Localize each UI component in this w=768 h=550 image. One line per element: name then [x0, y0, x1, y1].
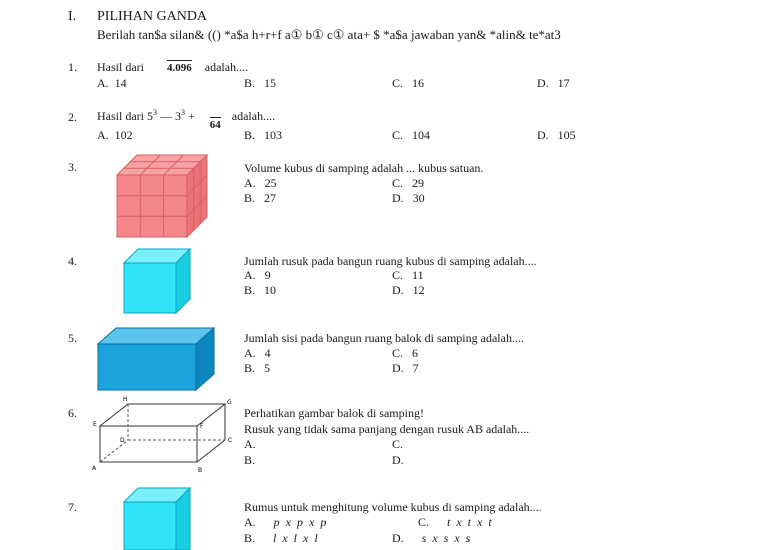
question-text: Jumlah rusuk pada bangun ruang kubus di samping adalah.... — [244, 254, 537, 268]
vertex-label-b: B — [198, 467, 203, 474]
question-text: Hasil dari $5^3$ — $3^3 + 64$ adalah.... — [97, 108, 276, 131]
question-number: 6. — [68, 406, 77, 420]
option-a[interactable]: A. — [244, 437, 256, 451]
option-a[interactable]: A. 14 — [97, 76, 127, 90]
question-number: 5. — [68, 331, 77, 345]
question-text: Rumus untuk menghitung volume kubus di samping adalah.... — [244, 500, 542, 514]
vertex-label-f: F — [200, 423, 204, 430]
option-a[interactable]: A. p x p x p — [244, 515, 327, 529]
box-illustration — [96, 326, 216, 392]
option-c[interactable]: C. t x t x t — [418, 515, 492, 529]
option-a[interactable]: A. 9 — [244, 268, 271, 282]
vertex-label-a: A — [92, 465, 97, 472]
question-text: Perhatikan gambar balok di samping! — [244, 406, 424, 420]
labeled-box-diagram — [90, 396, 240, 476]
question-text: Jumlah sisi pada bangun ruang balok di samping adalah.... — [244, 331, 524, 345]
option-b[interactable]: B. 103 — [244, 128, 283, 142]
section-number: I. — [68, 9, 77, 24]
vertex-label-d: D — [120, 437, 125, 444]
option-c[interactable]: C. 29 — [392, 176, 425, 190]
question-text: Hasil dari 4.096 adalah.... — [97, 60, 249, 74]
option-d[interactable]: D. 17 — [537, 76, 570, 90]
unit-cubes-illustration — [117, 155, 209, 241]
option-b[interactable]: B. 5 — [244, 361, 271, 375]
section-instruction: Berilah tan$a silan& (() *a$a h+r+f a① b① c① ata+ $ *a$a jawaban yan& *alin& te*at3 — [97, 27, 561, 42]
option-d[interactable]: D. 7 — [392, 361, 419, 375]
section-title: PILIHAN GANDA — [97, 9, 208, 24]
option-c[interactable]: C. 11 — [392, 268, 424, 282]
option-d[interactable]: D. — [392, 453, 404, 467]
option-a[interactable]: A. 4 — [244, 346, 271, 360]
option-b[interactable]: B. — [244, 453, 256, 467]
question-number: 3. — [68, 160, 77, 174]
option-c[interactable]: C. — [392, 437, 404, 451]
option-b[interactable]: B. 10 — [244, 283, 277, 297]
question-number: 4. — [68, 254, 77, 268]
vertex-label-c: C — [228, 437, 233, 444]
question-text: Volume kubus di samping adalah ... kubus satuan. — [244, 161, 484, 175]
option-c[interactable]: C. 6 — [392, 346, 419, 360]
option-c[interactable]: C. 104 — [392, 128, 431, 142]
cube-illustration — [124, 488, 192, 550]
option-d[interactable]: D. 12 — [392, 283, 425, 297]
radical-value: 4.096 — [167, 62, 192, 74]
option-c[interactable]: C. 16 — [392, 76, 425, 90]
option-a[interactable]: A. 25 — [244, 176, 277, 190]
option-d[interactable]: D. 105 — [537, 128, 576, 142]
option-b[interactable]: B. 27 — [244, 191, 277, 205]
vertex-label-e: E — [93, 421, 97, 428]
option-b[interactable]: B. l x l x l — [244, 531, 318, 545]
option-a[interactable]: A. 102 — [97, 128, 133, 142]
vertex-label-g: G — [227, 399, 232, 406]
question-text-2: Rusuk yang tidak sama panjang dengan rusuk AB adalah.... — [244, 422, 530, 436]
question-number: 1. — [68, 60, 77, 74]
radical-value: 64 — [209, 119, 221, 131]
question-number: 2. — [68, 110, 77, 124]
option-b[interactable]: B. 15 — [244, 76, 277, 90]
vertex-label-h: H — [123, 396, 128, 403]
option-d[interactable]: D. s x s x s — [392, 531, 471, 545]
cube-illustration — [124, 249, 192, 315]
option-d[interactable]: D. 30 — [392, 191, 425, 205]
question-number: 7. — [68, 500, 77, 514]
